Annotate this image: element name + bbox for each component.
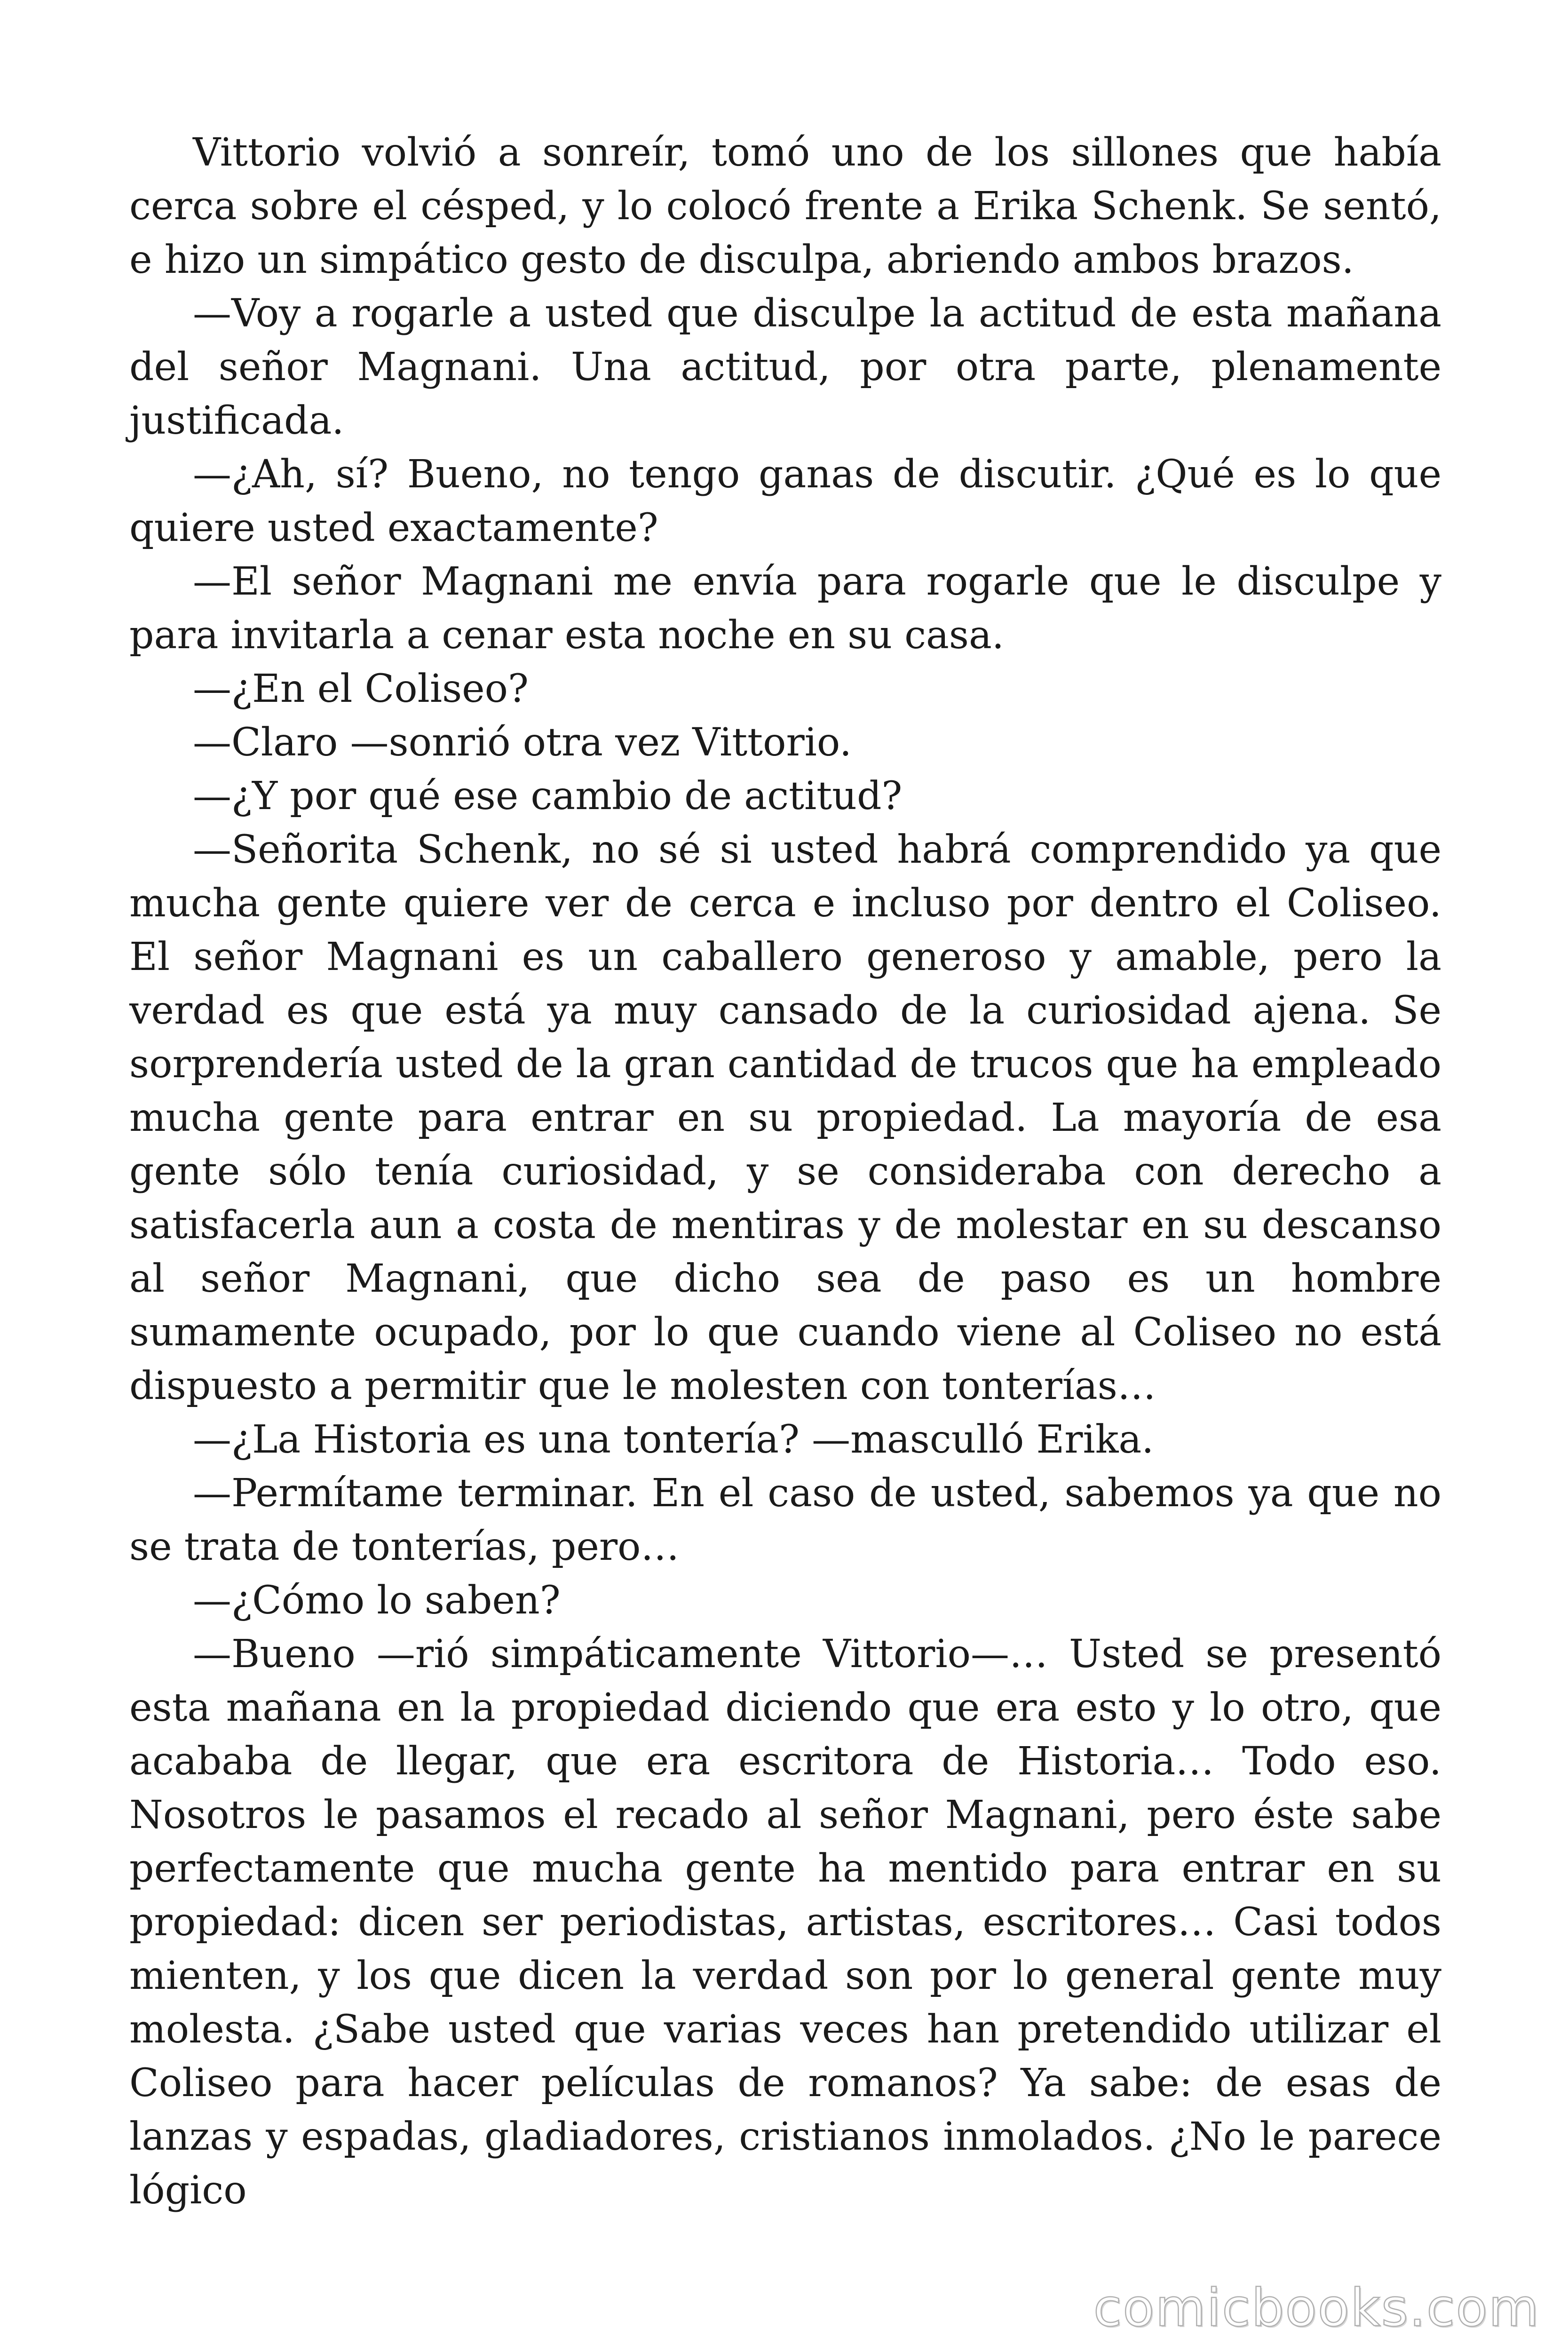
paragraph: —Claro —sonrió otra vez Vittorio.: [193, 720, 852, 765]
body-text: [129, 126, 1441, 2217]
paragraph: —Voy a rogarle a usted que disculpe la actitud de esta mañana del señor Magnani. Una actitud, por otra parte, plenamente justificada.: [129, 291, 1441, 443]
paragraph: —Señorita Schenk, no sé si usted habrá comprendido ya que mucha gente quiere ver de cerca e incluso por dentro el Coliseo. El señor Magnani es un caballero generoso y amable, pero la verdad es que está ya muy cansado de la curiosidad ajena. Se sorprendería usted de la gran cantidad de trucos que ha empleado mucha gente para entrar en su propiedad. La mayoría de esa gente sólo tenía curiosidad, y se consideraba con derecho a satisfacerla aun a costa de mentiras y de molestar en su descanso al señor Magnani, que dicho sea de paso es un hombre sumamente ocupado, por lo que cuando viene al Coliseo no está dispuesto a permitir que le molesten con tonterías…: [129, 827, 1441, 1408]
paragraph: —¿Y por qué ese cambio de actitud?: [193, 774, 903, 818]
paragraph: —Bueno —rió simpáticamente Vittorio—… Usted se presentó esta mañana en la propiedad diciendo que era esto y lo otro, que acababa de llegar, que era escritora de Historia… Todo eso. Nosotros le pasamos el recado al señor Magnani, pero éste sabe perfectamente que mucha gente ha mentido para entrar en su propiedad: dicen ser periodistas, artistas, escritores… Casi todos mienten, y los que dicen la verdad son por lo general gente muy molesta. ¿Sabe usted que varias veces han pretendido utilizar el Coliseo para hacer películas de romanos? Ya sabe: de esas de lanzas y espadas, gladiadores, cristianos inmolados. ¿No le parece lógico: [129, 1632, 1441, 2213]
paragraph: Vittorio volvió a sonreír, tomó uno de los sillones que había cerca sobre el césped, y lo colocó frente a Erika Schenk. Se sentó, e hizo un simpático gesto de disculpa, abriendo ambos brazos.: [129, 130, 1441, 282]
watermark: comicbooks.com: [1093, 2278, 1540, 2338]
paragraph: —¿Cómo lo saben?: [193, 1578, 561, 1623]
paragraph: —¿Ah, sí? Bueno, no tengo ganas de discutir. ¿Qué es lo que quiere usted exactamente?: [129, 452, 1441, 550]
paragraph: —¿En el Coliseo?: [193, 667, 529, 711]
paragraph: —¿La Historia es una tontería? —masculló Erika.: [193, 1417, 1154, 1462]
paragraph: —El señor Magnani me envía para rogarle que le disculpe y para invitarla a cenar esta noche en su casa.: [129, 559, 1441, 658]
paragraph: —Permítame terminar. En el caso de usted, sabemos ya que no se trata de tonterías, pero…: [129, 1471, 1441, 1569]
